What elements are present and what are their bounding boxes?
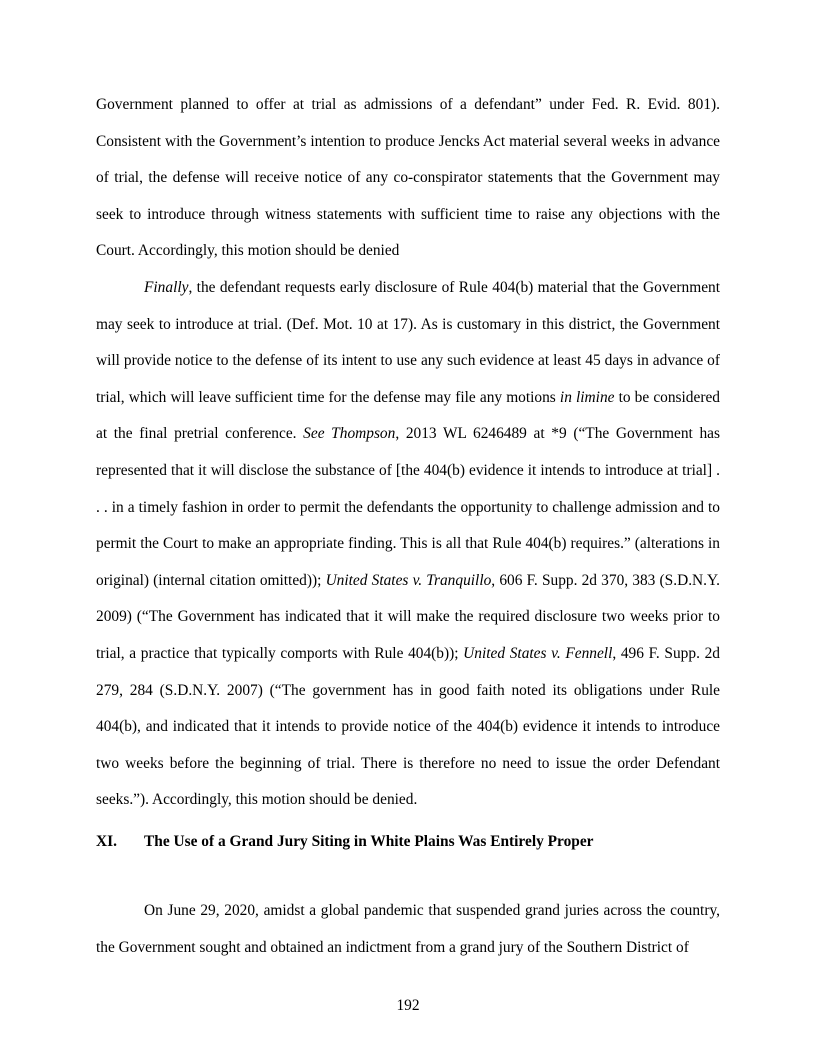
paragraph-text: On June 29, 2020, amidst a global pandemic that suspended grand juries across the country, the Government sought and obtained an indictment from a grand jury of the Southern District of — [96, 902, 720, 956]
body-paragraph-rule-404b — [96, 270, 720, 819]
body-paragraph-continued — [96, 87, 720, 270]
section-title: The Use of a Grand Jury Siting in White Plains Was Entirely Proper — [144, 833, 594, 850]
paragraph-text: , 496 F. Supp. 2d 279, 284 (S.D.N.Y. 2007) (“The government has in good faith noted its obligations under Rule 404(b), and indicated that it intends to provide notice of the 404(b) evidence it intends to introduce two weeks before the beginning of trial. There is therefore no need to issue the order Defendant seeks.”). Accordingly, this motion should be denied. — [96, 644, 720, 809]
case-name: United States v. Fennell — [463, 644, 613, 662]
italic-phrase: in limine — [559, 388, 615, 406]
paragraph-text: , 2013 WL 6246489 at *9 (“The Government has represented that it will disclose the substance of [the 404(b) evidence it intends to introduce at trial] . . . in a timely fashion in order to permit the defendants the opportunity to challenge admission and to permit the Court to make an appropriate finding. This is all that Rule 404(b) requires.” (alterations in original) (internal citation omitted)); — [96, 425, 720, 589]
italic-lead-word: Finally — [144, 279, 189, 296]
case-name: United States v. Tranquillo — [325, 571, 492, 589]
body-paragraph-grand-jury — [96, 893, 720, 966]
section-number: XI. — [96, 833, 117, 850]
citation-signal: See Thompson — [303, 425, 396, 443]
paragraph-text: Government planned to offer at trial as admissions of a defendant” under Fed. R. Evid. 801). Consistent with the Government’s intention to produce Jencks Act material several weeks in advance of trial, the defense will receive notice of any co-conspirator statements that the Government may seek to introduce through witness statements with sufficient time to raise any objections with the Court. Accordingly, this motion should be denied — [96, 96, 720, 260]
paragraph-text: to be considered at the final pretrial conference. — [96, 388, 720, 443]
page-number: 192 — [396, 997, 420, 1014]
paragraph-text: , 606 F. Supp. 2d 370, 383 (S.D.N.Y. 2009) (“The Government has indicated that it will make the required disclosure two weeks prior to trial, a practice that typically comports with Rule 404(b)); — [96, 571, 720, 662]
section-heading — [96, 832, 720, 852]
paragraph-text: , the defendant requests early disclosure of Rule 404(b) material that the Government may seek to introduce at trial. (Def. Mot. 10 at 17). As is customary in this district, the Government will provide notice to the defense of its intent to use any such evidence at least 45 days in advance of trial, which will leave sufficient time for the defense may file any motions — [96, 279, 720, 406]
